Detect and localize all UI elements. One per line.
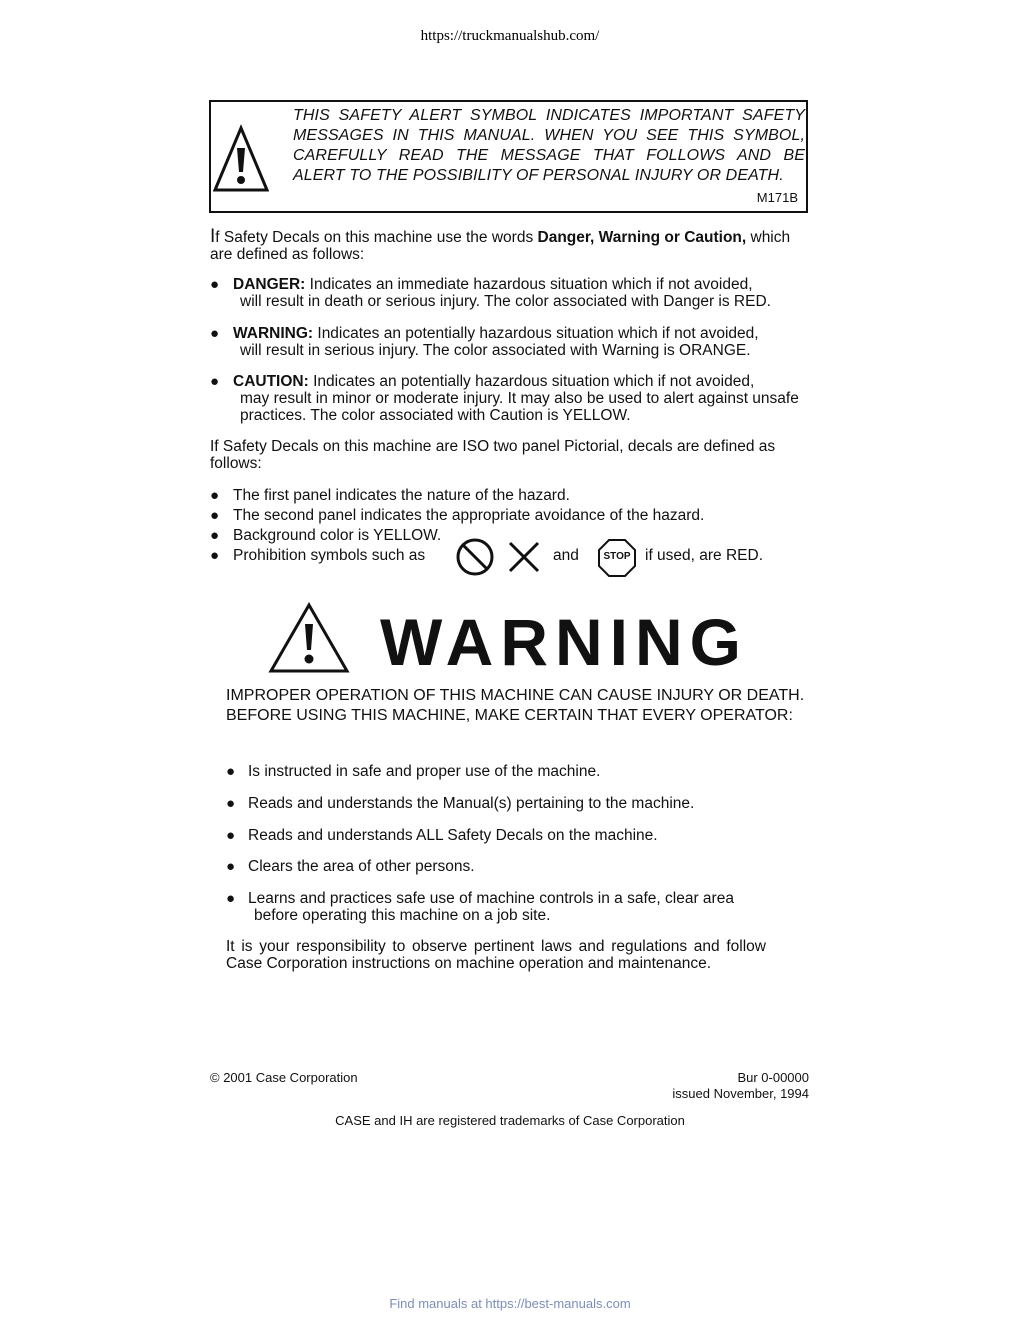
trademark-notice: CASE and IH are registered trademarks of Case Corporation bbox=[335, 1113, 685, 1128]
stop-sign-label: STOP bbox=[603, 551, 631, 562]
warning-item-text: Clears the area of other persons. bbox=[248, 858, 475, 875]
caution-line2: may result in minor or moderate injury. It may also be used to alert against unsafe practices. The color associated with Caution is YELLOW. bbox=[240, 390, 799, 424]
warning-item-text: Reads and understands the Manual(s) pertaining to the machine. bbox=[248, 795, 695, 812]
intro-lead: f Safety Decals on this machine use the words bbox=[215, 229, 538, 246]
responsibility-statement: It is your responsibility to observe pertinent laws and regulations and follow Case Corporation instructions on machine operation and maintenance. bbox=[226, 938, 766, 972]
iso-item-text: The first panel indicates the nature of the hazard. bbox=[233, 487, 570, 504]
safety-alert-box bbox=[209, 100, 808, 213]
bullet-icon: ● bbox=[210, 527, 220, 544]
safety-alert-code: M171B bbox=[756, 190, 798, 205]
bullet-icon: ● bbox=[210, 373, 220, 390]
warning-item-continuation: before operating this machine on a job site. bbox=[254, 907, 551, 924]
warning-item-text: Learns and practices safe use of machine controls in a safe, clear area bbox=[248, 890, 734, 907]
copyright: © 2001 Case Corporation bbox=[210, 1070, 358, 1085]
prohibition-x-icon bbox=[507, 540, 541, 574]
and-text: and bbox=[553, 547, 579, 564]
bullet-icon: ● bbox=[226, 795, 236, 812]
intro-tail: which are defined as follows: bbox=[210, 229, 791, 263]
bullet-icon: ● bbox=[210, 325, 220, 342]
iso-intro: If Safety Decals on this machine are ISO two panel Pictorial, decals are defined as follows: bbox=[210, 438, 776, 472]
warning-line2: will result in serious injury. The color associated with Warning is ORANGE. bbox=[240, 342, 751, 359]
warning-triangle-icon bbox=[268, 602, 350, 674]
issue-date: issued November, 1994 bbox=[672, 1086, 809, 1101]
iso-item-text: The second panel indicates the appropriate avoidance of the hazard. bbox=[233, 507, 705, 524]
list-item bbox=[210, 507, 815, 527]
warning-intro: IMPROPER OPERATION OF THIS MACHINE CAN CAUSE INJURY OR DEATH. BEFORE USING THIS MACHINE, MAKE CERTAIN THAT EVERY OPERATOR: bbox=[226, 687, 805, 724]
bullet-icon: ● bbox=[226, 858, 236, 875]
bullet-icon: ● bbox=[226, 890, 236, 907]
iso-item-text: Background color is YELLOW. bbox=[233, 527, 442, 544]
danger-line2: will result in death or serious injury. The color associated with Danger is RED. bbox=[240, 293, 771, 310]
safety-alert-text: THIS SAFETY ALERT SYMBOL INDICATES IMPORTANT SAFETY MESSAGES IN THIS MANUAL. WHEN YOU SEE THIS SYMBOL, CAREFULLY READ THE MESSAGE THAT FOLLOWS AND BE ALERT TO THE POSSIBILITY OF PERSONAL INJURY OR DEATH. bbox=[293, 107, 805, 184]
bullet-icon: ● bbox=[210, 507, 220, 524]
caution-line1: Indicates an potentially hazardous situation which if not avoided, bbox=[308, 373, 755, 390]
intro-drop-letter: I bbox=[210, 226, 216, 247]
bullet-icon: ● bbox=[226, 827, 236, 844]
document-code: Bur 0-00000 bbox=[737, 1070, 809, 1085]
iso-item-text: Prohibition symbols such as bbox=[233, 547, 426, 564]
term-caution: CAUTION: bbox=[233, 373, 309, 390]
prohibition-tail: if used, are RED. bbox=[645, 547, 764, 564]
list-item bbox=[210, 487, 815, 507]
bullet-icon: ● bbox=[210, 487, 220, 504]
warning-item-text: Is instructed in safe and proper use of the machine. bbox=[248, 763, 601, 780]
document-code-block bbox=[672, 1070, 809, 1102]
prohibition-circle-icon bbox=[455, 537, 495, 577]
bottom-manuals-link[interactable]: Find manuals at https://best-manuals.com bbox=[389, 1296, 631, 1311]
warning-item-text: Reads and understands ALL Safety Decals on the machine. bbox=[248, 827, 658, 844]
term-warning: WARNING: bbox=[233, 325, 314, 342]
safety-alert-icon bbox=[213, 124, 269, 192]
decal-words-intro bbox=[210, 228, 815, 263]
source-url[interactable]: https://truckmanualshub.com/ bbox=[420, 28, 600, 44]
term-danger: DANGER: bbox=[233, 276, 306, 293]
danger-line1: Indicates an immediate hazardous situation which if not avoided, bbox=[305, 276, 753, 293]
warning-line1: Indicates an potentially hazardous situation which if not avoided, bbox=[313, 325, 759, 342]
warning-title: WARNING bbox=[380, 605, 748, 679]
intro-bold-words: Danger, Warning or Caution, bbox=[537, 229, 747, 246]
bullet-icon: ● bbox=[210, 547, 220, 564]
bullet-icon: ● bbox=[210, 276, 220, 293]
bullet-icon: ● bbox=[226, 763, 236, 780]
